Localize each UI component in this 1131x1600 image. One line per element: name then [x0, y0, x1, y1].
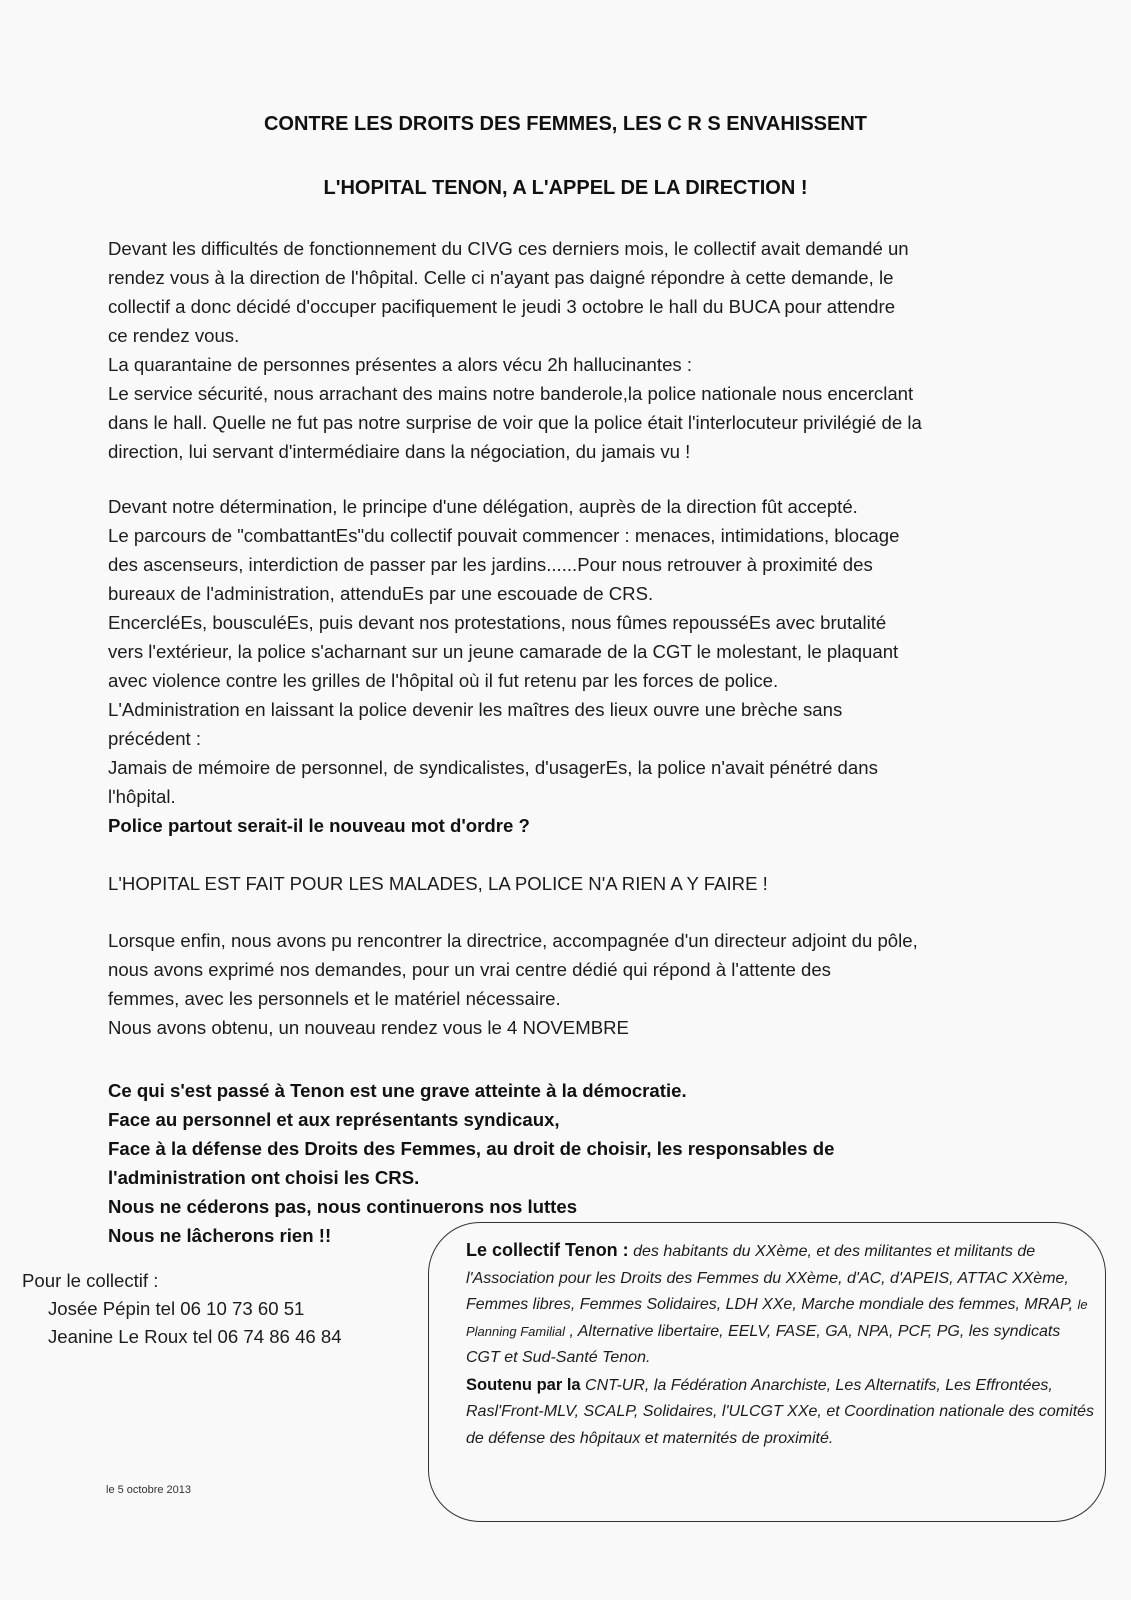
text-line: Jamais de mémoire de personnel, de syndicalistes, d'usagerEs, la police n'avait pénétré dans [108, 757, 878, 778]
collectif-lead: Le collectif Tenon : [466, 1240, 629, 1260]
conclusion-line: Ce qui s'est passé à Tenon est une grave atteinte à la démocratie. [108, 1080, 687, 1101]
question-line: Police partout serait-il le nouveau mot d'ordre ? [108, 815, 530, 836]
text-line: Le service sécurité, nous arrachant des mains notre banderole,la police nationale nous encerclant [108, 383, 914, 404]
contact-jeanine-le-roux: Jeanine Le Roux tel 06 74 86 46 84 [48, 1326, 342, 1347]
conclusion-line: Nous ne lâcherons rien !! [108, 1225, 332, 1246]
collectif-support [466, 1372, 1096, 1453]
collectif-members-part-2: , Alternative libertaire, EELV, FASE, GA, NPA, PCF, PG, les syndicats CGT et Sud-Santé Tenon. [466, 1322, 1061, 1366]
slogan-line: L'HOPITAL EST FAIT POUR LES MALADES, LA POLICE N'A RIEN A Y FAIRE ! [108, 873, 768, 894]
document-title-line-1: CONTRE LES DROITS DES FEMMES, LES C R S ENVAHISSENT [263, 113, 868, 135]
document-title-line-2: L'HOPITAL TENON, A L'APPEL DE LA DIRECTION ! [323, 177, 808, 199]
text-line: avec violence contre les grilles de l'hôpital où il fut retenu par les forces de police. [108, 670, 779, 691]
paragraph-occupation [108, 234, 1028, 466]
document-date: le 5 octobre 2013 [106, 1484, 192, 1496]
conclusion-line: Nous ne céderons pas, nous continuerons nos luttes [108, 1196, 578, 1217]
text-line: précédent : [108, 728, 202, 749]
text-line: nous avons exprimé nos demandes, pour un vrai centre dédié qui répond à l'attente des [108, 959, 831, 980]
text-line: ce rendez vous. [108, 325, 240, 346]
text-line: des ascenseurs, interdiction de passer par les jardins......Pour nous retrouver à proximité des [108, 554, 873, 575]
collectif-members-part-1: des habitants du XXème, et des militantes et militants de l'Association pour les Droits des Femmes du XXème, d'AC, d'APEIS, ATTAC XXème, Femmes libres, Femmes Solidaires, LDH XXe, Marche mondiale des femmes, MRAP, [466, 1243, 1078, 1313]
text-line: EncercléEs, bousculéEs, puis devant nos protestations, nous fûmes repousséEs avec brutalité [108, 612, 887, 633]
paragraph-meeting [108, 926, 1028, 1042]
text-line: Le parcours de "combattantEs"du collectif pouvait commencer : menaces, intimidations, blocage [108, 525, 900, 546]
text-line: Devant les difficultés de fonctionnement du CIVG ces derniers mois, le collectif avait demandé un [108, 238, 909, 259]
collectif-box-text [466, 1237, 1096, 1452]
text-line: La quarantaine de personnes présentes a alors vécu 2h hallucinantes : [108, 354, 693, 375]
text-line: femmes, avec les personnels et le matériel nécessaire. [108, 988, 561, 1009]
text-line: dans le hall. Quelle ne fut pas notre surprise de voir que la police était l'interlocuteur privilégié de la [108, 412, 922, 433]
text-line: Devant notre détermination, le principe d'une délégation, auprès de la direction fût accepté. [108, 496, 858, 517]
support-lead: Soutenu par la [466, 1375, 581, 1394]
text-line: collectif a donc décidé d'occuper pacifiquement le jeudi 3 octobre le hall du BUCA pour attendre [108, 296, 896, 317]
signature-block [22, 1267, 342, 1351]
text-line: L'Administration en laissant la police devenir les maîtres des lieux ouvre une brèche sans [108, 699, 843, 720]
contact-josee-pepin: Josée Pépin tel 06 10 73 60 51 [48, 1298, 305, 1319]
support-list: CNT-UR, la Fédération Anarchiste, Les Alternatifs, Les Effrontées, Rasl'Front-MLV, SCALP, Solidaires, l'ULCGT XXe, et Coordination nationale des comités de défense des hôpitaux et maternités de proximité. [466, 1376, 1095, 1447]
collectif-planning-familial: le Planning Familial [466, 1297, 1088, 1339]
text-line: Nous avons obtenu, un nouveau rendez vous le 4 NOVEMBRE [108, 1017, 629, 1038]
text-line: l'hôpital. [108, 786, 176, 807]
collectif-members [466, 1237, 1096, 1372]
slogan [108, 869, 1028, 898]
conclusion-line: l'administration ont choisi les CRS. [108, 1167, 420, 1188]
text-line: Lorsque enfin, nous avons pu rencontrer la directrice, accompagnée d'un directeur adjoint du pôle, [108, 930, 918, 951]
text-line: rendez vous à la direction de l'hôpital. Celle ci n'ayant pas daigné répondre à cette demande, le [108, 267, 894, 288]
conclusion-line: Face à la défense des Droits des Femmes, au droit de choisir, les responsables de [108, 1138, 835, 1159]
signature-label: Pour le collectif : [22, 1270, 159, 1291]
conclusion-line: Face au personnel et aux représentants syndicaux, [108, 1109, 560, 1130]
text-line: vers l'extérieur, la police s'acharnant sur un jeune camarade de la CGT le molestant, le plaquant [108, 641, 899, 662]
text-line: direction, lui servant d'intermédiaire dans la négociation, du jamais vu ! [108, 441, 691, 462]
text-line: bureaux de l'administration, attenduEs par une escouade de CRS. [108, 583, 654, 604]
paragraph-delegation [108, 492, 1028, 840]
